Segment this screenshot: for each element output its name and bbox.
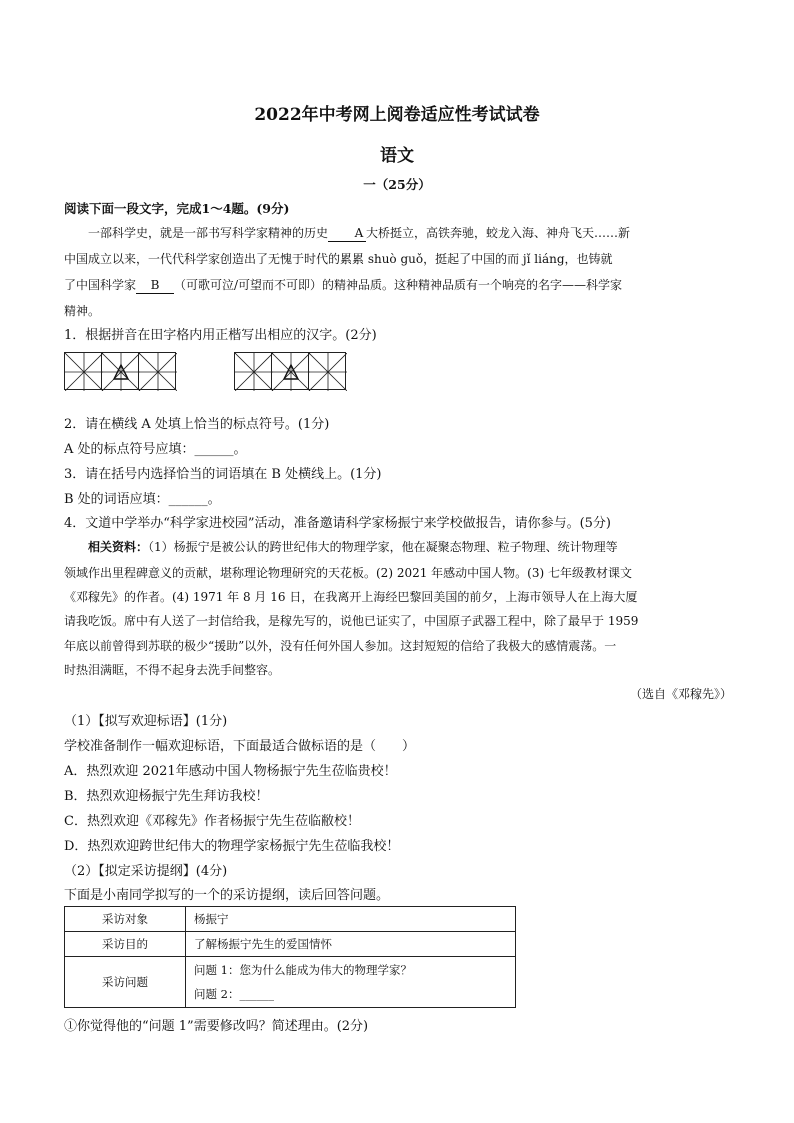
option-a[interactable]: A．热烈欢迎 2021年感动中国人物杨振宁先生莅临贵校！	[64, 764, 397, 779]
interview-question-1: 问题 1：您为什么能成为伟大的物理学家？	[194, 963, 412, 977]
interview-question-2[interactable]: 问题 2：______	[194, 987, 274, 1001]
tianzige-group-2	[234, 352, 345, 390]
sub2-stem: 下面是小南同学拟写的一个的采访提纲，读后回答问题。	[64, 888, 390, 903]
option-c[interactable]: C．热烈欢迎《邓稼先》作者杨振宁先生莅临敝校！	[64, 814, 360, 829]
table-row	[65, 957, 516, 1008]
material-line-1: 相关资料：（1）杨振宁是被公认的跨世纪伟大的物理学家，他在凝聚态物理、粒子物理、统计物理等	[88, 540, 618, 554]
table-key: 采访对象	[65, 907, 186, 932]
interview-outline-table	[64, 906, 516, 1008]
passage-line-2: 中国成立以来，一代代科学家创造出了无愧于时代的累累 shuò guǒ，挺起了中国的而 jǐ liáng，也铸就	[64, 252, 613, 266]
table-row	[65, 907, 516, 932]
sub1-stem: 学校准备制作一幅欢迎标语，下面最适合做标语的是（ ）	[64, 739, 416, 754]
material-label: 相关资料：	[88, 540, 149, 554]
option-d[interactable]: D．热烈欢迎跨世纪伟大的物理学家杨振宁先生莅临我校！	[64, 839, 400, 854]
question-2-answer: A 处的标点符号应填：______。	[64, 442, 247, 457]
exam-title: 2022年中考网上阅卷适应性考试试卷	[254, 105, 540, 125]
material-line-5: 年底以前曾得到苏联的极少“援助”以外，没有任何外国人参加。这封短短的信给了我极大的感情震荡。一	[64, 639, 617, 653]
material-line-3: 《邓稼先》的作者。(4) 1971 年 8 月 16 日，在我离开上海经巴黎回美国的前夕，上海市领导人在上海大厦	[64, 590, 638, 604]
question-3: 3．请在括号内选择恰当的词语填在 B 处横线上。(1分)	[64, 467, 382, 482]
option-b[interactable]: B．热烈欢迎杨振宁先生拜访我校！	[64, 789, 269, 804]
subject-title: 语文	[380, 146, 414, 166]
passage-line-3: 了中国科学家 B （可歌可泣/可望而不可即）的精神品质。这种精神品质有一个响亮的名字——科学家	[64, 278, 623, 292]
material-line-2: 领域作出里程碑意义的贡献，堪称理论物理研究的天花板。(2) 2021 年感动中国人物。(3) 七年级教材课文	[64, 566, 632, 580]
followup-question: ①你觉得他的“问题 1”需要修改吗？简述理由。(2分)	[64, 1019, 369, 1034]
question-2: 2．请在横线 A 处填上恰当的标点符号。(1分)	[64, 417, 330, 432]
material-source: （选自《邓稼先》）	[629, 687, 732, 701]
table-row	[65, 932, 516, 957]
question-3-answer: B 处的词语应填：______。	[64, 492, 221, 507]
material-line-4: 请我吃饭。席中有人送了一封信给我，是稼先写的，说他已证实了，中国原子武器工程中，除了最早于 1959	[64, 614, 639, 628]
tianzige-cell[interactable]	[101, 352, 139, 390]
sub1-label: （1）【拟写欢迎标语】(1分)	[64, 714, 228, 729]
tianzige-cell[interactable]	[64, 352, 102, 390]
tianzige-cell[interactable]	[308, 352, 346, 390]
section-title: 一（25分）	[363, 177, 431, 192]
tianzige-cell[interactable]	[138, 352, 176, 390]
blank-a: A	[328, 226, 366, 242]
passage-line-4: 精神。	[64, 304, 101, 318]
sub2-label: （2）【拟定采访提纲】(4分)	[64, 864, 228, 879]
reading-heading: 阅读下面一段文字，完成1～4题。(9分)	[64, 201, 290, 216]
passage-line-1: 一部科学史，就是一部书写科学家精神的历史 A 大桥挺立，高铁奔驰，蛟龙入海、神舟飞天……新	[88, 226, 631, 240]
material-line-6: 时热泪满眶，不得不起身去洗手间整容。	[64, 663, 281, 677]
table-value	[186, 957, 516, 1008]
table-value: 杨振宁	[186, 907, 516, 932]
blank-b: B	[136, 278, 174, 294]
table-value: 了解杨振宁先生的爱国情怀	[186, 932, 516, 957]
table-key: 采访问题	[65, 957, 186, 1008]
tianzige-cell[interactable]	[271, 352, 309, 390]
table-key: 采访目的	[65, 932, 186, 957]
question-4: 4．文道中学举办“科学家进校园”活动，准备邀请科学家杨振宁来学校做报告，请你参与。(5分)	[64, 516, 611, 531]
question-1: 1．根据拼音在田字格内用正楷写出相应的汉字。(2分)	[64, 328, 377, 343]
tianzige-group-1	[64, 352, 175, 390]
tianzige-cell[interactable]	[234, 352, 272, 390]
